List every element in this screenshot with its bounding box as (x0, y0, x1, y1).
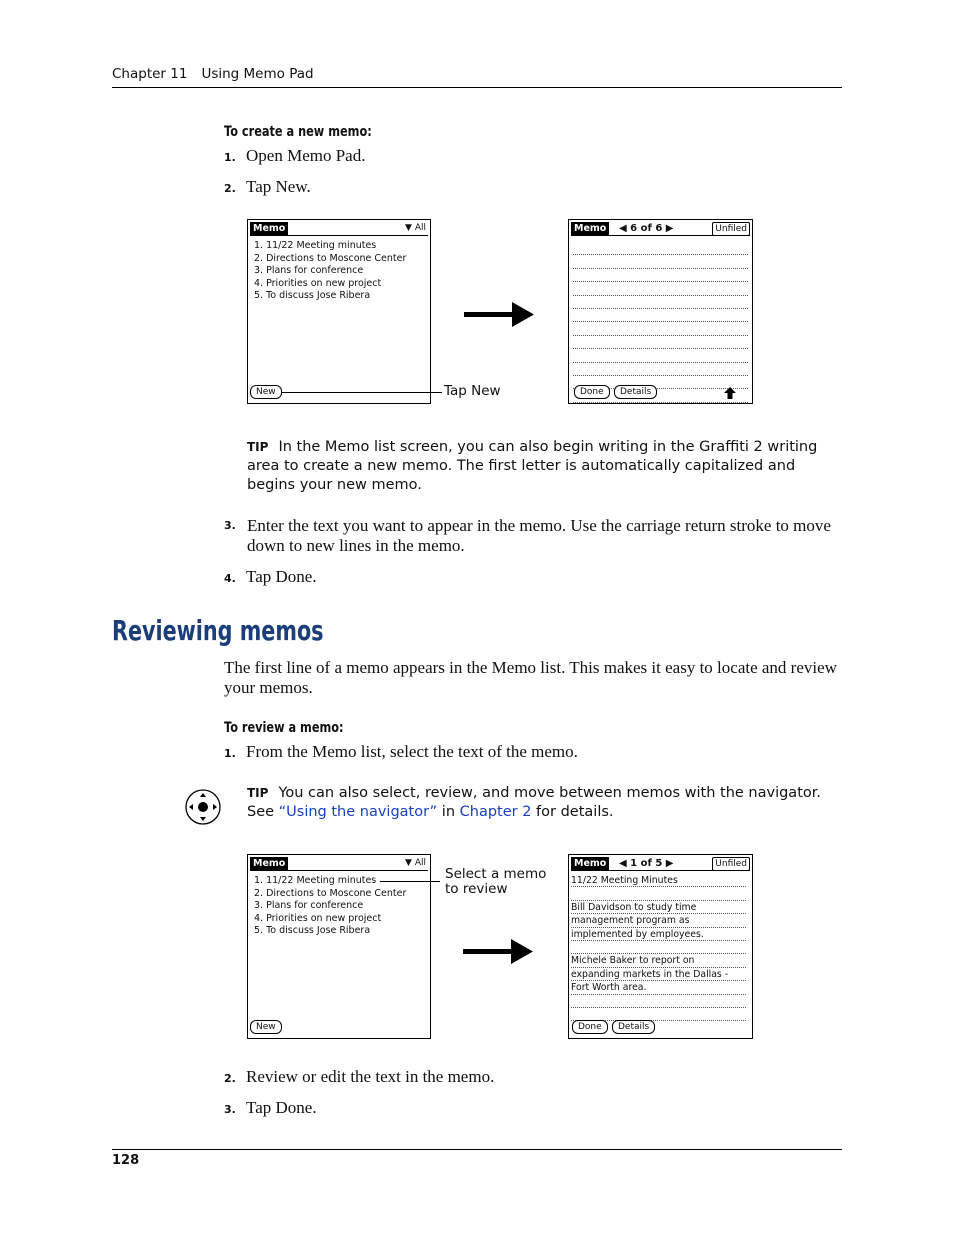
list-item: 3. Plans for conference (254, 265, 364, 277)
header-chapter: Chapter 11 (112, 66, 188, 82)
memo-lines (573, 242, 748, 403)
memo-tab: Memo (571, 222, 609, 235)
details-button: Details (612, 1020, 655, 1034)
callout-tap-new: Tap New (444, 383, 501, 399)
callout-select-memo: Select a memo to review (445, 866, 547, 897)
right-arrow-icon (463, 937, 535, 967)
shift-up-icon (724, 387, 736, 399)
step-item: 2. Tap New. (224, 177, 311, 196)
list-item: 3. Plans for conference (254, 900, 364, 912)
running-header (112, 66, 314, 82)
step-item: 3. Tap Done. (224, 1098, 317, 1117)
list-item: 5. To discuss Jose Ribera (254, 925, 371, 937)
memo-tab: Memo (250, 222, 288, 235)
right-arrow-icon (464, 300, 536, 330)
list-item: 5. To discuss Jose Ribera (254, 290, 371, 302)
step-item: 2. Review or edit the text in the memo. (224, 1067, 495, 1086)
list-item: 1. 11/22 Meeting minutes (254, 240, 377, 251)
step-item: 3. Enter the text you want to appear in the memo. Use the carriage return stroke to move down to new lines in the memo. (224, 516, 831, 555)
tip-navigator: TIP You can also select, review, and move between memos with the navigator. See “Using the navigator” in Chapter 2 for details. (247, 785, 821, 820)
list-item: 2. Directions to Moscone Center (254, 252, 407, 264)
list-item: 4. Priorities on new project (254, 277, 382, 289)
create-memo-heading: To create a new memo: (224, 124, 372, 140)
intro-paragraph: The first line of a memo appears in the Memo list. This makes it easy to locate and review your memos. (224, 658, 837, 697)
header-rule (112, 87, 842, 88)
link-chapter-2[interactable]: Chapter 2 (459, 804, 532, 820)
callout-line (282, 392, 442, 393)
footer-rule (112, 1149, 842, 1150)
callout-line (380, 881, 440, 882)
link-using-navigator[interactable]: “Using the navigator” (278, 804, 438, 820)
new-button: New (250, 385, 282, 399)
memo-pager: ◀ 1 of 5 ▶ (619, 858, 674, 869)
memo-list-screenshot (247, 219, 431, 404)
category-box: Unfiled (712, 222, 750, 236)
header-title: Using Memo Pad (201, 66, 314, 82)
list-item: 4. Priorities on new project (254, 912, 382, 924)
section-heading: Reviewing memos (112, 614, 324, 647)
new-button: New (250, 1020, 282, 1034)
page-number: 128 (112, 1153, 140, 1168)
done-button: Done (574, 385, 610, 399)
step-item: 1. From the Memo list, select the text of the memo. (224, 742, 578, 761)
list-item: 2. Directions to Moscone Center (254, 887, 407, 899)
memo-pager: ◀ 6 of 6 ▶ (619, 223, 674, 234)
done-button: Done (572, 1020, 608, 1034)
category-selector: ▼ All (405, 223, 426, 233)
new-memo-screenshot (568, 219, 753, 404)
category-box: Unfiled (712, 857, 750, 871)
review-memo-heading: To review a memo: (224, 720, 344, 736)
memo-body: 11/22 Meeting Minutes Bill Davidson to study time management program as implemented by employees. Michele Baker to report on expanding markets in the Dallas - Fort Worth area. (571, 874, 746, 1021)
memo-tab: Memo (571, 857, 609, 870)
step-item: 1. Open Memo Pad. (224, 146, 366, 165)
step-item: 4. Tap Done. (224, 567, 317, 586)
list-item: 1. 11/22 Meeting minutes (254, 875, 377, 886)
tip-create: TIP In the Memo list screen, you can also begin writing in the Graffiti 2 writing area to create a new memo. The first letter is automatically capitalized and begins your new memo. (247, 439, 818, 493)
details-button: Details (614, 385, 657, 399)
review-memo-screenshot (568, 854, 753, 1039)
memo-tab: Memo (250, 857, 288, 870)
navigator-icon (184, 788, 222, 826)
category-selector: ▼ All (405, 858, 426, 868)
